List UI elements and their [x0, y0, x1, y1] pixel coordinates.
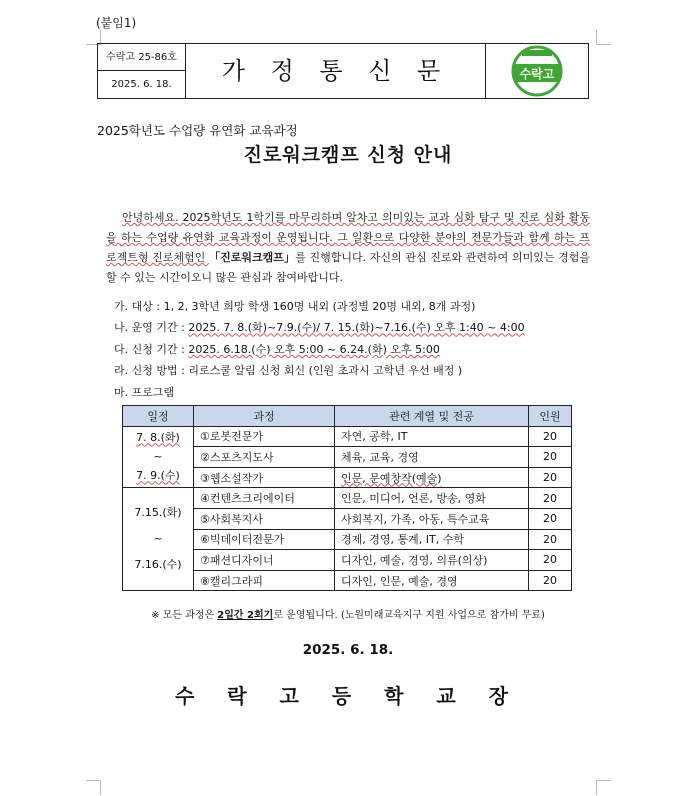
field-cell: 체육, 교육, 경영 [335, 447, 529, 468]
field-cell: 디자인, 예술, 경영, 의류(의상) [335, 550, 529, 571]
field-cell: 경제, 경영, 통계, IT, 수학 [335, 529, 529, 550]
info-list [114, 296, 525, 403]
field-cell: 자연, 공학, IT [335, 426, 529, 447]
count-cell: 20 [529, 550, 572, 571]
crop-mark [596, 780, 611, 795]
schedule-cell: 7.15.(화) ~ 7.16.(수) [123, 488, 194, 591]
course-cell: ⑦패션디자이너 [194, 550, 335, 571]
count-cell: 20 [529, 508, 572, 529]
field-cell: 인문, 문예창작(예술) [335, 467, 529, 488]
field-cell: 인문, 미디어, 언론, 방송, 영화 [335, 488, 529, 509]
list-item: 나. 운영 기간 : 2025. 7. 8.(화)~7.9.(수)/ 7. 15.(화)~7.16.(수) 오후 1:40 ~ 4:00 [114, 321, 525, 335]
header-count: 인원 [529, 406, 572, 427]
intro-paragraph [106, 208, 590, 288]
header-date: 일정 [123, 406, 194, 427]
count-cell: 20 [529, 467, 572, 488]
letter-header [97, 43, 589, 99]
intro-text-2: 를 진행합니다. 자신의 관심 진로와 관련하여 의미있는 경험을 할 수 있는 시간이오니 많은 관심과 참여바랍니다. [106, 251, 590, 284]
count-cell: 20 [529, 529, 572, 550]
count-cell: 20 [529, 426, 572, 447]
header-course: 과정 [194, 406, 335, 427]
crop-mark [86, 780, 101, 795]
attachment-label: (붙임1) [96, 16, 137, 30]
course-cell: ①로봇전문가 [194, 426, 335, 447]
school-logo-icon [486, 44, 588, 98]
course-cell: ⑧캘리그라피 [194, 570, 335, 591]
intro-highlight: 「진로워크캠프」 [208, 251, 296, 264]
footer-date: 2025. 6. 18. [302, 642, 394, 658]
letter-title: 가 정 통 신 문 [186, 44, 486, 98]
main-title: 진로워크캠프 신청 안내 [243, 144, 453, 166]
doc-date: 2025. 6. 18. [111, 79, 172, 90]
course-cell: ②스포츠지도사 [194, 447, 335, 468]
table-header-row [123, 406, 572, 427]
list-item: 라. 신청 방법 : 리로스쿨 알림 신청 회신 (인원 초과시 고학년 우선 배정 ) [114, 364, 463, 378]
header-field: 관련 계열 및 전공 [335, 406, 529, 427]
intro-text-1: 안녕하세요. 2025학년도 1학기를 마무리하며 알차고 의미있는 교과 심화 탐구 및 진로 심화 활동을 하는 수업량 유연화 교육과정이 운영됩니다. 그 일환으로 다양한 분야의 전문가들과 함께 하는 프로젝트형 진로체험인 [106, 211, 590, 264]
principal-signature: 수 락 고 등 학 교 장 [174, 684, 522, 708]
list-item: 마. 프로그램 [114, 385, 175, 399]
list-item: 가. 대상 : 1, 2, 3학년 희망 학생 160명 내외 (과정별 20명 내외, 8개 과정) [114, 300, 476, 313]
count-cell: 20 [529, 570, 572, 591]
course-cell: ⑤사회복지사 [194, 508, 335, 529]
course-cell: ⑥빅데이터전문가 [194, 529, 335, 550]
count-cell: 20 [529, 447, 572, 468]
field-cell: 사회복지, 가족, 아동, 특수교육 [335, 508, 529, 529]
program-note: ※ 모든 과정은 2일간 2회기로 운영됩니다. (노원미래교육지구 지원 사업으로 참가비 무료) [151, 610, 545, 621]
doc-info [98, 44, 186, 98]
logo-text: 수락고 [519, 67, 555, 81]
program-table [122, 405, 572, 591]
table-row [123, 426, 572, 447]
crop-mark [596, 30, 611, 45]
field-cell: 디자인, 인문, 예술, 경영 [335, 570, 529, 591]
count-cell: 20 [529, 488, 572, 509]
table-row [123, 488, 572, 509]
doc-number: 수락고 25-86호 [98, 44, 185, 71]
course-cell: ③웹소설작가 [194, 467, 335, 488]
subtitle: 2025학년도 수업량 유연화 교육과정 [97, 123, 298, 138]
list-item: 다. 신청 기간 : 2025. 6.18.(수) 오후 5:00 ~ 6.24.(화) 오후 5:00 [114, 342, 440, 356]
school-logo [486, 44, 588, 98]
course-cell: ④컨텐츠크리에이터 [194, 488, 335, 509]
schedule-cell: 7. 8.(화) ~ 7. 9.(수) [123, 426, 194, 488]
